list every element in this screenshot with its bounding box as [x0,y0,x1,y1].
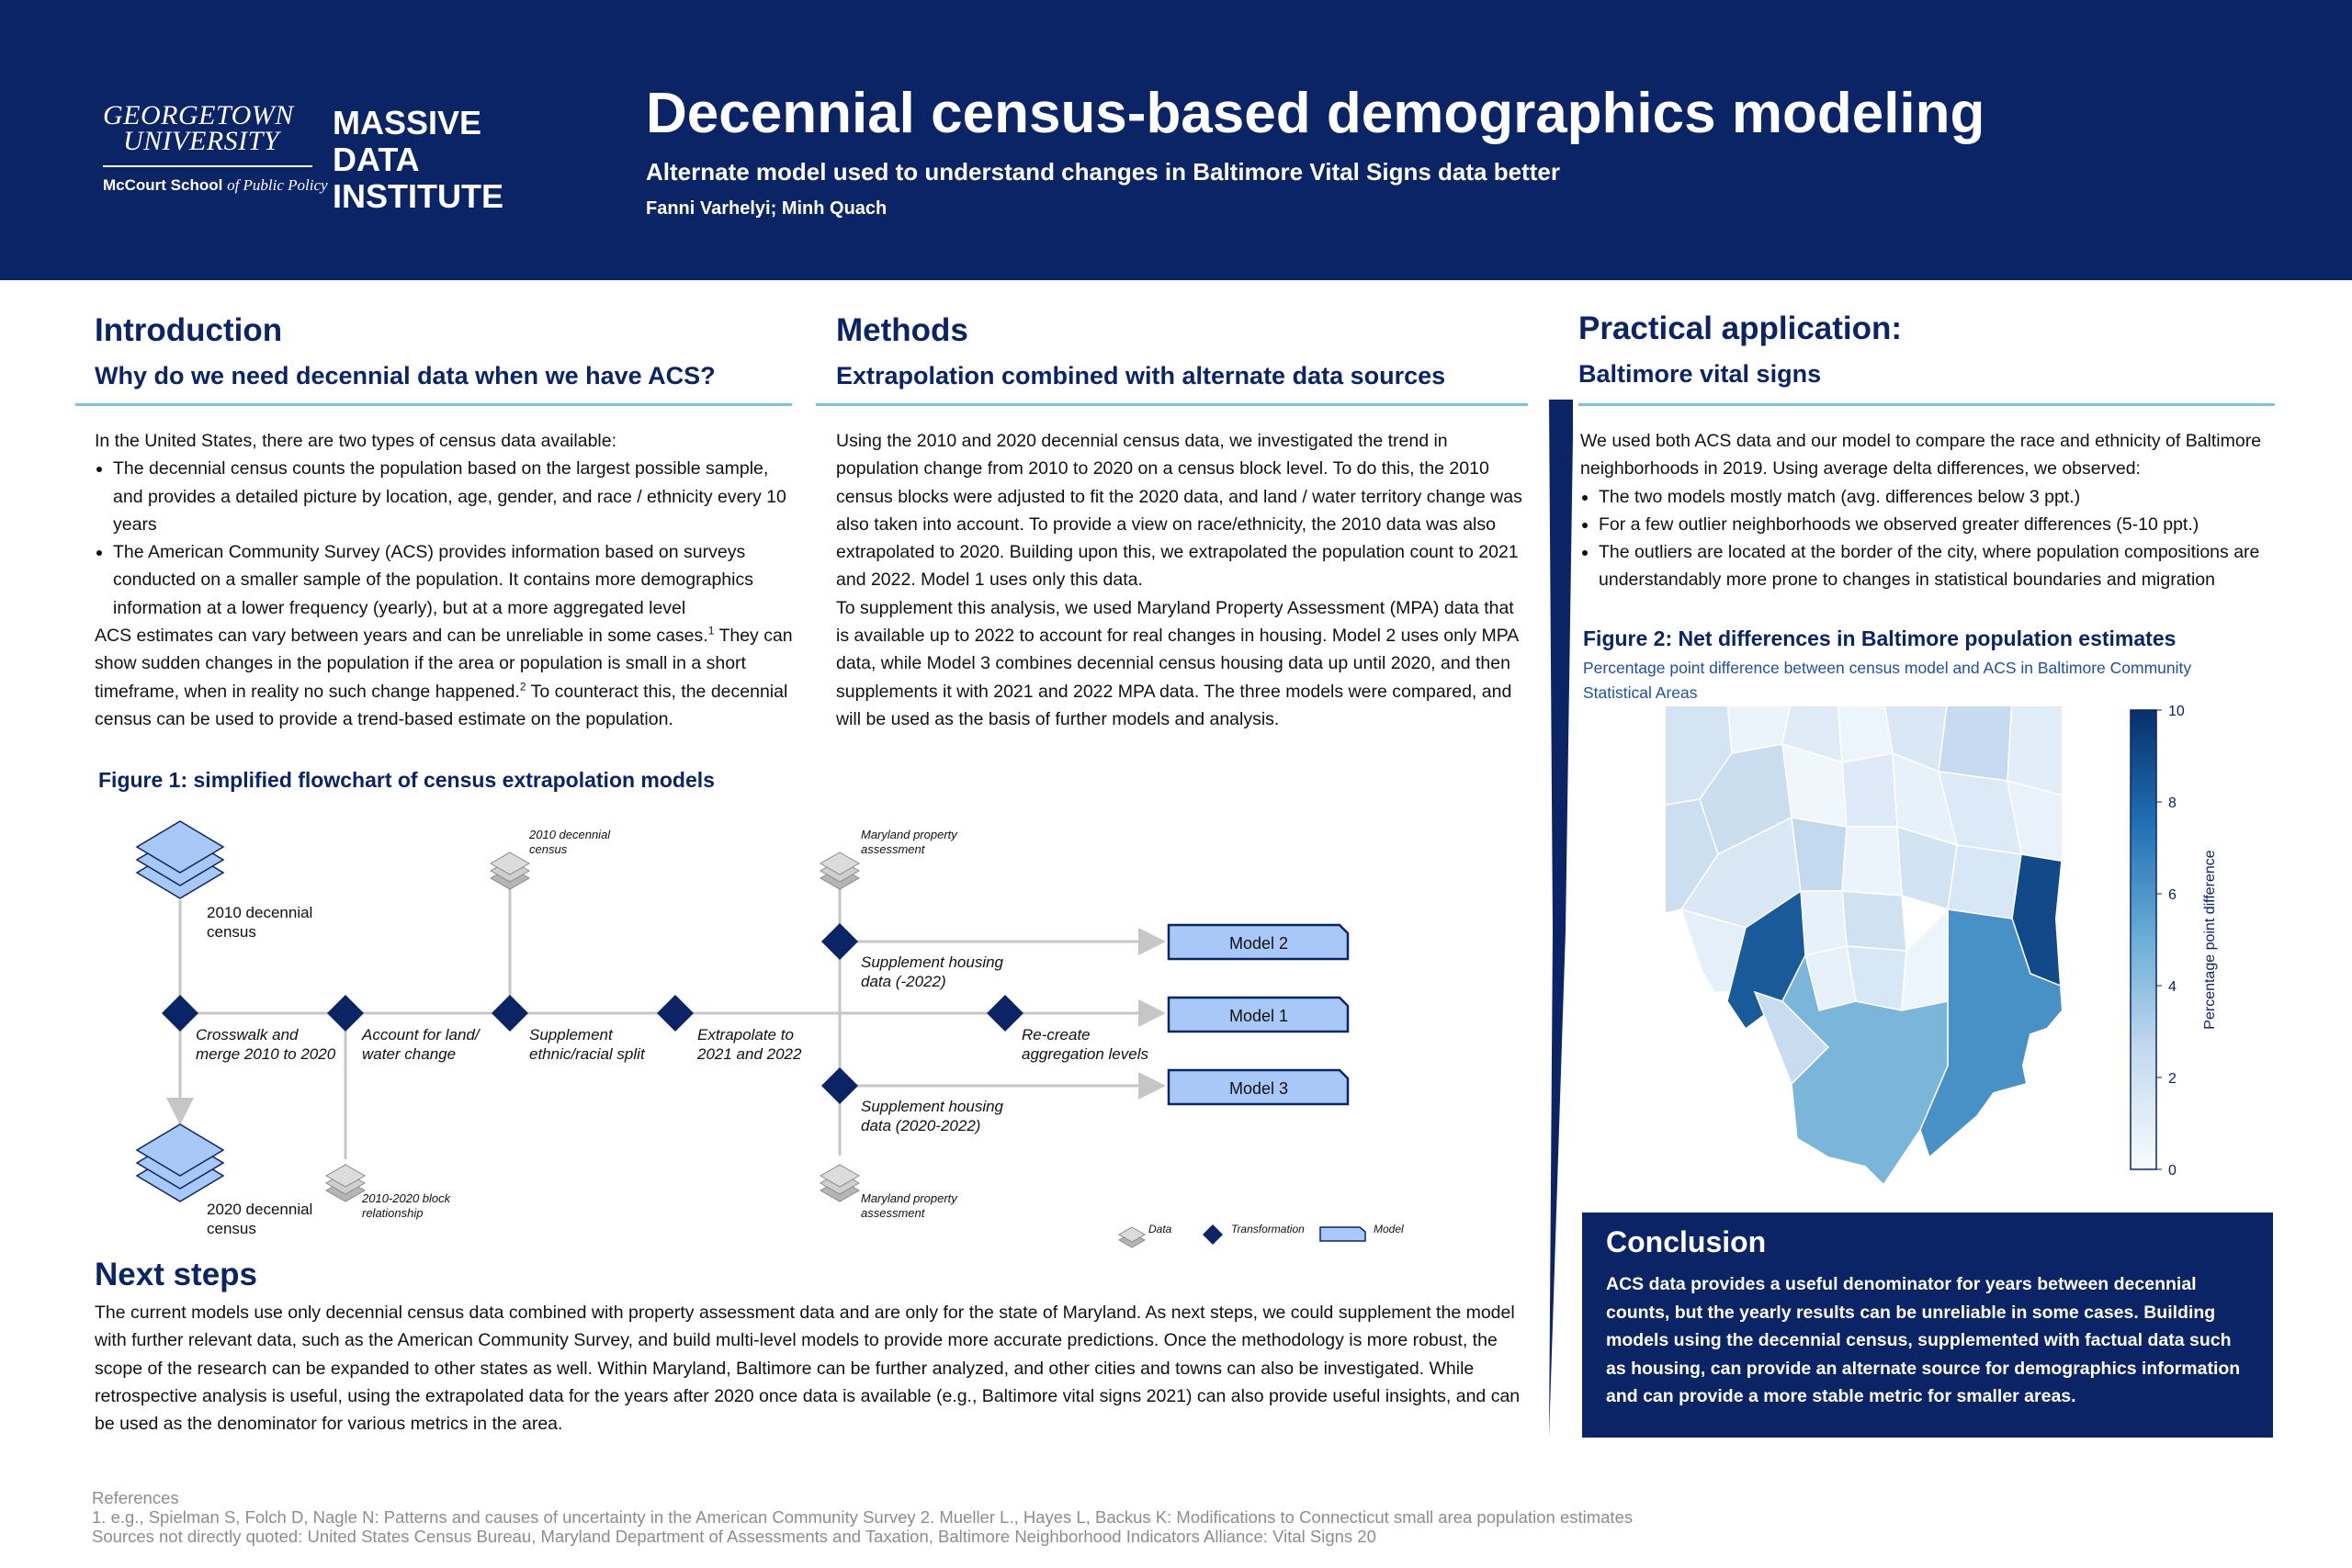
practical-subtitle: Baltimore vital signs [1578,360,1822,388]
logo-university-text: UNIVERSITY [123,126,279,156]
map-region-south-3 [1902,909,1948,1010]
step1-label: Crosswalk and merge 2010 to 2020 [196,1026,336,1063]
poster-authors: Fanni Varhelyi; Minh Quach [646,198,888,219]
model2-label: Model 2 [1228,934,1289,953]
figure2-caption: Percentage point difference between census model and ACS in Baltimore Community Statistical Areas [1583,659,2192,702]
map-regions [1645,698,2076,1208]
next-steps-text: The current models use only decennial census data combined with property assessment data and are only for the state of Maryland. As next steps, we could supplement the model with further relevant data, such as the American Community Survey, and build multi-level models to provide more accurate predictions. Once the methodology is more robust, the scope of the research can be expanded to other states as well. Within Maryland, Baltimore can be further analyzed, and other cities and towns can also be investigated. While retrospective analysis is useful, using the extrapolated data for the years after 2020 once data is available (e.g., Baltimore vital signs 2021) can also provide useful insights, and can be used as the denominator for various metrics in the area. [95,1303,1521,1435]
model2-box [1169,925,1348,959]
model3-box [1169,1070,1348,1104]
model1-label: Model 1 [1228,1007,1289,1025]
colorbar [2131,704,2218,1179]
census-2020-label: 2020 decennial census [207,1201,313,1237]
figure1-title: Figure 1: simplified flowchart of census extrapolation models [98,768,715,792]
colorbar-tick-label: 10 [2168,704,2185,719]
references-line2: Sources not directly quoted: United States Census Bureau, Maryland Department of Assessments and Taxation, Baltimore Neighborhood Indicators Alliance: Vital Signs 20 [92,1527,1376,1546]
poster-subtitle: Alternate model used to understand changes in Baltimore Vital Signs data better [646,158,1560,186]
transform-supp-top-icon [821,923,858,960]
practical-bullet: • The two models mostly match (avg. differences below 3 ppt.) [1599,483,2278,511]
transform-step2-icon [327,995,364,1032]
step2-label: Account for land/ water change [362,1026,480,1063]
methods-title: Methods [836,312,968,348]
colorbar-tick-label: 6 [2168,887,2177,903]
methods-subtitle: Extrapolation combined with alternate data sources [836,362,1446,389]
small-data-icon-mpa-top [820,852,859,889]
poster-title: Decennial census-based demographics modeling [646,82,1985,145]
practical-text: We used both ACS data and our model to compare the race and ethnicity of Baltimore neighborhoods in 2019. Using average delta differences, we observed: • The two models mostly match (avg. differences below 3 ppt.) • For a few outlier neighborhoods we observed greater differences (5-10 ppt.) • The outliers are located at the border of the city, where population compositions are understandably more prone to changes in statistical boundaries and migration [1580,427,2278,594]
methods-text: Using the 2010 and 2020 decennial census data, we investigated the trend in population change from 2010 to 2020 on a census block level. To do this, the 2010 census blocks were adjusted to fit the 2020 data, and land / water territory change was also taken into account. To provide a view on race/ethnicity, the 2010 data was also extrapolated to 2020. Building upon this, we extrapolated the population count to 2021 and 2022. Model 1 uses only this data. To supplement this analysis, we used Maryland Property Assessment (MPA) data that is available up to 2022 to account for real changes in housing. Model 2 uses only MPA data, while Model 3 combines decennial census housing data up until 2020, and then supplements it with 2021 and 2022 MPA data. The three models were compared, and will be used as the basis of further models and analysis. [836,431,1522,729]
conclusion-text: ACS data provides a useful denominator for years between decennial counts, but the yearly results can be unreliable in some cases. Building models using the decennial census, supplemented with factual data such as housing, can provide an alternate source for demographics information and can provide a more stable metric for smaller areas. [1606,1274,2241,1406]
references [92,1488,1633,1546]
mdi-logo: MASSIVE DATA INSTITUTE [333,104,503,215]
supp-bottom-label: Supplement housing data (2020-2022) [861,1098,1004,1134]
baltimore-map [1645,698,2260,1208]
census-2010-data-icon [137,821,223,898]
column-divider [1532,400,1575,1438]
logo-georgetown-text: GEORGETOWN [103,100,294,130]
colorbar-ticks [2156,704,2185,1179]
flowchart-legend [1119,1223,1404,1247]
references-line1: 1. e.g., Spielman S, Folch D, Nagle N: Patterns and causes of uncertainty in the American Community Survey 2. Mueller L., Hayes L, Backus K: Modifications to Connecticut small area population estimates [92,1507,1634,1527]
map-region-east-3 [1842,891,1906,951]
legend-transform-icon [1203,1224,1223,1245]
census-2010-label: 2010 decennial census [207,904,313,941]
intro-bullet: • The decennial census counts the population based on the largest possible sample, and provides a detailed picture by location, age, gender, and race / ethnicity every 10 years [113,455,795,538]
model3-label: Model 3 [1228,1079,1289,1098]
figure2-title: Figure 2: Net differences in Baltimore population estimates [1583,626,2177,650]
intro-bullet: • The American Community Survey (ACS) provides information based on surveys conducted on a smaller sample of the population. It contains more demographics information at a lower frequency (yearly), but at a more aggregated level [113,538,795,622]
next-steps-title: Next steps [95,1257,258,1292]
transform-step3-icon [492,995,528,1032]
small-data-icon-2010 [491,852,529,889]
colorbar-tick-label: 0 [2168,1163,2177,1179]
practical-bullet: • The outliers are located at the border of the city, where population compositions are understandably more prone to changes in statistical boundaries and migration [1599,538,2278,594]
step3-label: Supplement ethnic/racial split [529,1026,645,1063]
map-region-south-2 [1847,946,1906,1010]
colorbar-gradient [2131,710,2156,1169]
small-data-icon-mpa-bottom [820,1165,859,1201]
colorbar-tick-label: 8 [2168,795,2177,811]
transform-supp-bottom-icon [821,1067,858,1104]
map-region-central-2 [1842,753,1897,827]
transform-step5-icon [987,995,1023,1032]
map-region-east-2 [1801,891,1847,955]
intro-title: Introduction [95,312,283,348]
census-2020-data-icon [137,1124,223,1201]
small-label-mpa-top: Maryland property assessment [861,828,957,856]
map-region-east-1 [1948,845,2021,919]
conclusion-box [1582,1213,2273,1438]
intro-paragraph: ACS estimates can vary between years and can be unreliable in some cases.$^1$ They can show sudden changes in the population if the area or population is small in a short timeframe, when in reality no such change happened.$^2$ To counteract this, the decennial census can be used to provide a trend-based estimate on the population. [95,624,793,729]
small-label-2010-census: 2010 decennial census [529,828,611,856]
map-region-central-5 [1842,827,1902,896]
intro-text: In the United States, there are two types of census data available: • The decennial census counts the population based on the largest possible sample, and provides a detailed picture by location, age, gender, and race / ethnicity every 10 years • The American Community Survey (ACS) provides information based on surveys conducted on a smaller sample of the population. It contains more demographics information at a lower frequency (yearly), but at a more aggregated level ACS estimates can vary between years and can be unreliable in some cases.$^1$ They can show sudden changes in the population if the area or population is small in a short timeframe, when in reality no such change happened.$^2$ To counteract this, the decennial census can be used to provide a trend-based estimate on the population. [95,427,795,733]
transform-step1-icon [162,995,198,1032]
practical-bullets [1580,483,2278,594]
supp-top-label: Supplement housing data (-2022) [861,953,1004,990]
intro-subtitle: Why do we need decennial data when we have ACS? [95,362,716,389]
small-label-mpa-bottom: Maryland property assessment [861,1191,957,1220]
small-label-block-rel: 2010-2020 block relationship [362,1191,451,1220]
practical-title: Practical application: [1578,310,1903,346]
transform-step4-icon [657,995,694,1032]
colorbar-tick-label: 2 [2168,1071,2177,1087]
map-region-central-4 [1792,818,1847,891]
legend-transform-label: Transformation [1231,1223,1305,1235]
step4-label: Extrapolate to 2021 and 2022 [697,1026,802,1063]
practical-bullet: • For a few outlier neighborhoods we observed greater differences (5-10 ppt.) [1599,511,2278,538]
small-data-icon-block-rel [326,1165,365,1201]
practical-rule [1578,403,2275,406]
conclusion-title: Conclusion [1606,1225,1767,1258]
legend-model-label: Model [1374,1223,1404,1235]
map-region-north-5 [1939,698,2012,781]
logo-mccourt: McCourt School of Public Policy [103,176,328,194]
model1-box [1169,998,1348,1032]
colorbar-label: Percentage point difference [2202,850,2218,1030]
legend-model-icon [1320,1227,1365,1241]
legend-data-label: Data [1148,1223,1172,1235]
colorbar-tick-label: 4 [2168,979,2177,995]
references-heading: References [92,1488,179,1507]
step5-label: Re-create aggregation levels [1022,1026,1148,1063]
